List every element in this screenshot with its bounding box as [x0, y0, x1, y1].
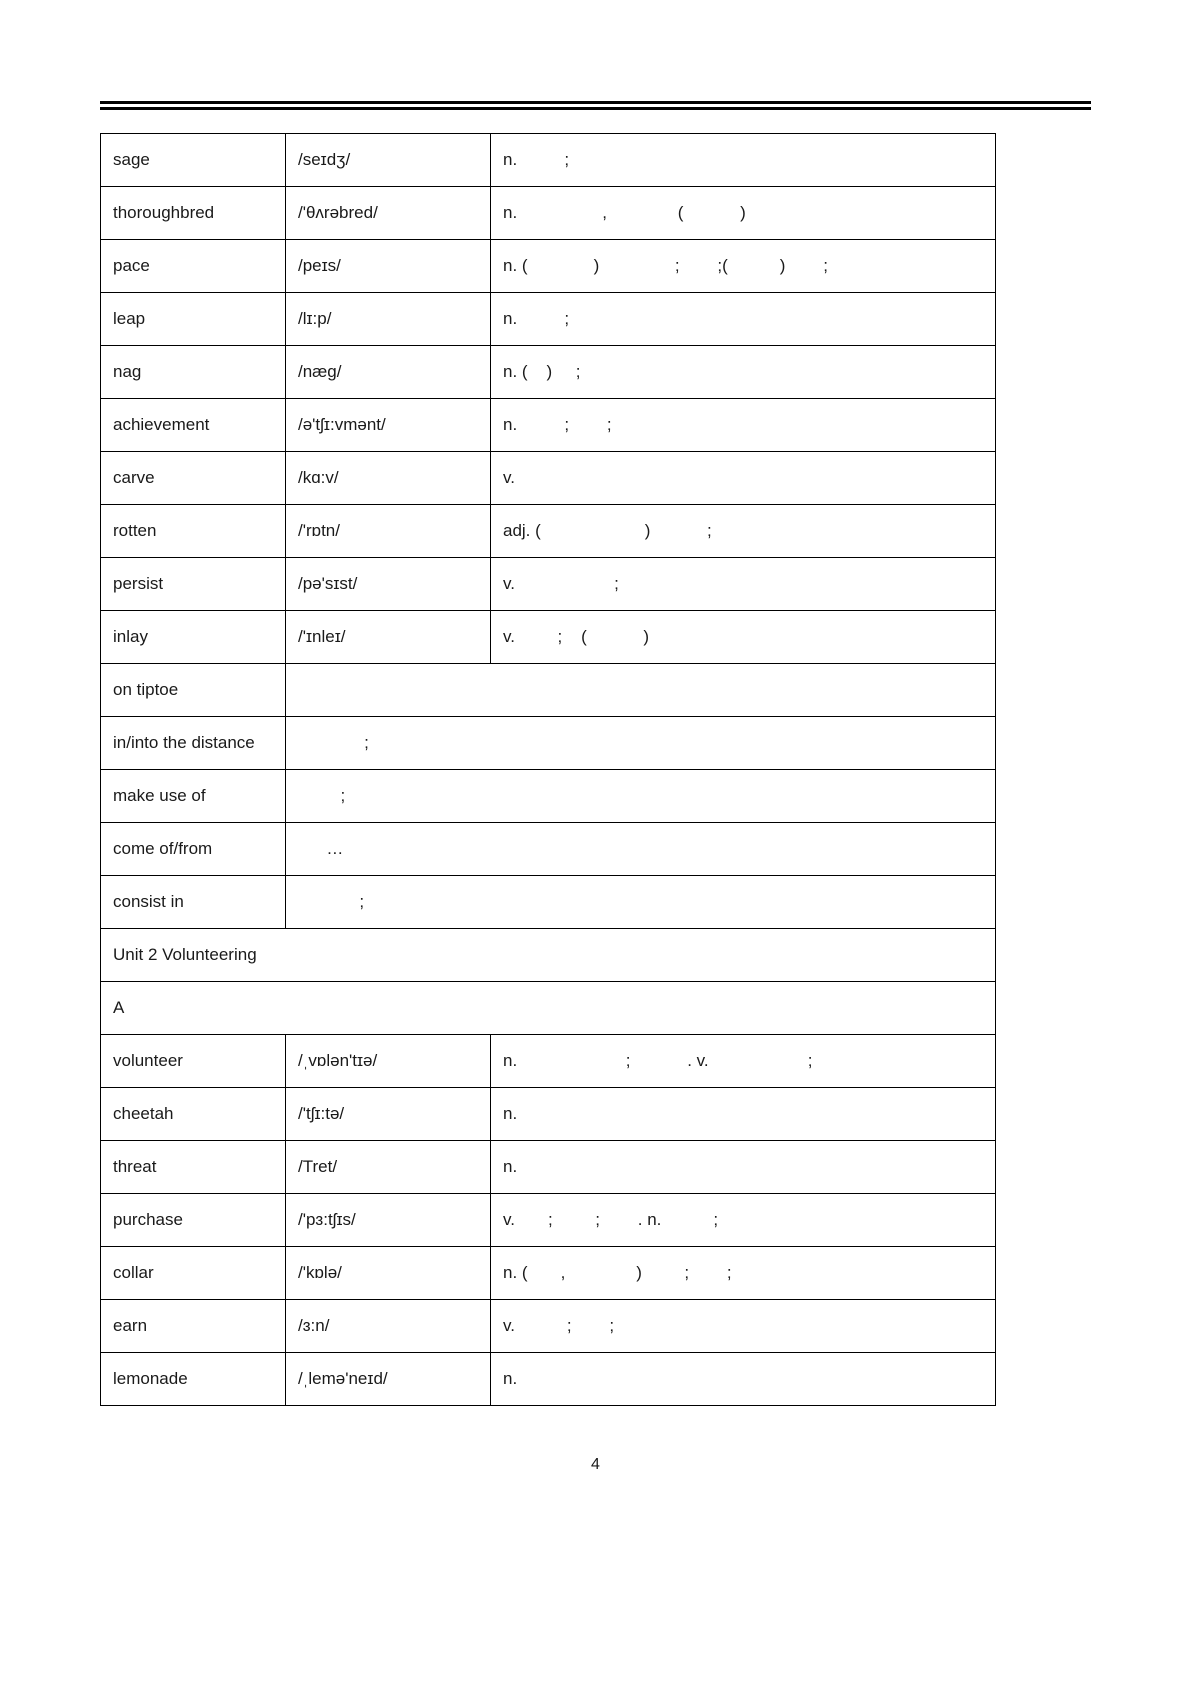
phrase-cell: come of/from: [101, 823, 286, 876]
phrase-cell: on tiptoe: [101, 664, 286, 717]
table-row: [101, 611, 996, 664]
pronunciation-cell: /Tret/: [286, 1141, 491, 1194]
pronunciation-cell: /'pɜ:tʃɪs/: [286, 1194, 491, 1247]
pronunciation-cell: /ˌlemə'neɪd/: [286, 1353, 491, 1406]
word-cell: pace: [101, 240, 286, 293]
definition-cell: n. ( , ) ; ;: [491, 1247, 996, 1300]
table-row: [101, 823, 996, 876]
definition-cell: n. , ( ): [491, 187, 996, 240]
word-cell: earn: [101, 1300, 286, 1353]
pronunciation-cell: /ə'tʃɪ:vmənt/: [286, 399, 491, 452]
word-cell: thoroughbred: [101, 187, 286, 240]
table-row: [101, 1194, 996, 1247]
definition-cell: ;: [286, 717, 996, 770]
word-cell: sage: [101, 134, 286, 187]
definition-cell: v. ; ;: [491, 1300, 996, 1353]
section-title-cell: A: [101, 982, 996, 1035]
pronunciation-cell: /'tʃɪ:tə/: [286, 1088, 491, 1141]
table-row: [101, 717, 996, 770]
table-row: [101, 1353, 996, 1406]
pronunciation-cell: /næg/: [286, 346, 491, 399]
vocabulary-table: [100, 133, 996, 1406]
pronunciation-cell: /ɜ:n/: [286, 1300, 491, 1353]
pronunciation-cell: /ˌvɒlən'tɪə/: [286, 1035, 491, 1088]
table-row: [101, 1141, 996, 1194]
table-row: [101, 1300, 996, 1353]
word-cell: lemonade: [101, 1353, 286, 1406]
definition-cell: n. ( ) ;: [491, 346, 996, 399]
word-cell: rotten: [101, 505, 286, 558]
pronunciation-cell: /lɪ:p/: [286, 293, 491, 346]
table-row: [101, 134, 996, 187]
definition-cell: n.: [491, 1353, 996, 1406]
phrase-cell: make use of: [101, 770, 286, 823]
table-row: [101, 293, 996, 346]
definition-cell: v. ;: [491, 558, 996, 611]
table-row: [101, 399, 996, 452]
definition-cell: [286, 664, 996, 717]
section-title-cell: Unit 2 Volunteering: [101, 929, 996, 982]
table-row: [101, 1247, 996, 1300]
table-row: [101, 1035, 996, 1088]
word-cell: cheetah: [101, 1088, 286, 1141]
table-row: [101, 558, 996, 611]
word-cell: purchase: [101, 1194, 286, 1247]
definition-cell: v. ; ( ): [491, 611, 996, 664]
pronunciation-cell: /'θʌrəbred/: [286, 187, 491, 240]
table-row: [101, 346, 996, 399]
definition-cell: adj. ( ) ;: [491, 505, 996, 558]
table-row: [101, 1088, 996, 1141]
definition-cell: n. ; ;: [491, 399, 996, 452]
definition-cell: n. ;: [491, 134, 996, 187]
word-cell: persist: [101, 558, 286, 611]
word-cell: inlay: [101, 611, 286, 664]
pronunciation-cell: /'rɒtn/: [286, 505, 491, 558]
word-cell: carve: [101, 452, 286, 505]
word-cell: volunteer: [101, 1035, 286, 1088]
phrase-cell: consist in: [101, 876, 286, 929]
definition-cell: v.: [491, 452, 996, 505]
pronunciation-cell: /peɪs/: [286, 240, 491, 293]
word-cell: threat: [101, 1141, 286, 1194]
definition-cell: n. ( ) ; ;( ) ;: [491, 240, 996, 293]
page-number: 4: [591, 1456, 600, 1473]
word-cell: achievement: [101, 399, 286, 452]
definition-cell: ;: [286, 770, 996, 823]
pronunciation-cell: /'kɒlə/: [286, 1247, 491, 1300]
pronunciation-cell: /'ɪnleɪ/: [286, 611, 491, 664]
definition-cell: n.: [491, 1088, 996, 1141]
definition-cell: v. ; ; . n. ;: [491, 1194, 996, 1247]
definition-cell: n.: [491, 1141, 996, 1194]
pronunciation-cell: /kɑ:v/: [286, 452, 491, 505]
word-cell: nag: [101, 346, 286, 399]
table-row: [101, 770, 996, 823]
definition-cell: …: [286, 823, 996, 876]
table-row: [101, 187, 996, 240]
table-row: [101, 505, 996, 558]
phrase-cell: in/into the distance: [101, 717, 286, 770]
definition-cell: n. ; . v. ;: [491, 1035, 996, 1088]
pronunciation-cell: /pə'sɪst/: [286, 558, 491, 611]
word-cell: collar: [101, 1247, 286, 1300]
table-row: [101, 982, 996, 1035]
table-row: [101, 664, 996, 717]
word-cell: leap: [101, 293, 286, 346]
table-row: [101, 240, 996, 293]
definition-cell: ;: [286, 876, 996, 929]
definition-cell: n. ;: [491, 293, 996, 346]
pronunciation-cell: /seɪdʒ/: [286, 134, 491, 187]
table-row: [101, 452, 996, 505]
table-row: [101, 876, 996, 929]
header-double-rule: [100, 101, 1091, 110]
table-row: [101, 929, 996, 982]
